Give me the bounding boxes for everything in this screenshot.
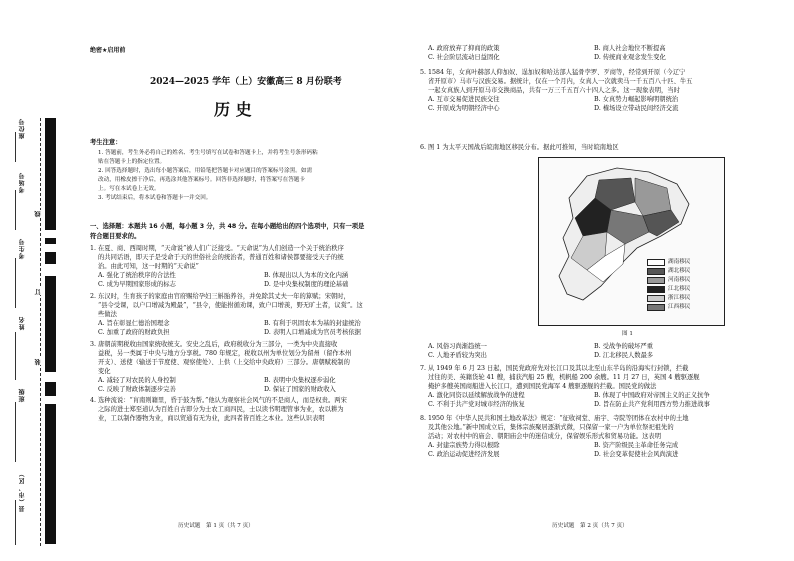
option-d[interactable]: D. 保证了国家的财政收入 bbox=[264, 386, 336, 393]
question-4 bbox=[90, 396, 347, 423]
question-stem: 及其他公地。”新中国成立后，集体宗族聚居逐渐式微，只保留一家一户为单位祭祀祖先的 bbox=[428, 424, 674, 431]
section-heading: 一、选择题：本题共 16 小题，每小题 3 分，共 48 分。在每小题给出的四个选项中，只有一项是 bbox=[90, 223, 365, 230]
question-stem: 变化 bbox=[98, 368, 111, 375]
option-b[interactable]: B. 女真势力崛起影响明朝统治 bbox=[594, 96, 679, 103]
legend-swatch bbox=[647, 268, 665, 275]
option-c[interactable]: C. 不利于共产党对城市经济的恢复 bbox=[428, 401, 525, 408]
option-b[interactable]: B. 体现出以人为本的文化内涵 bbox=[264, 272, 349, 279]
legend-label: 河南移民 bbox=[668, 277, 691, 283]
field-line bbox=[15, 132, 16, 162]
name-label: 姓名 bbox=[19, 316, 26, 330]
field-line bbox=[15, 402, 16, 462]
county-label: 县（市、区） bbox=[19, 470, 26, 512]
class-label: 班级 bbox=[19, 388, 26, 402]
field-line bbox=[15, 332, 16, 380]
option-d[interactable]: D. 江北移民人数最多 bbox=[594, 352, 654, 359]
binding-mark-line: 线 bbox=[35, 210, 42, 217]
legend-label: 江西移民 bbox=[668, 304, 691, 310]
option-d[interactable]: D. 榷场设立带动民间经济交流 bbox=[594, 105, 679, 112]
legend-label: 湖南移民 bbox=[668, 259, 691, 265]
seat-number-label: 座位号 bbox=[19, 118, 26, 139]
question-stem: 活动；对农村中的庙会、朝阳庙会中的迷信成分，保留娱乐形式和贸易功能。这表明 bbox=[428, 433, 661, 440]
figure-caption: 图 1 bbox=[622, 331, 633, 337]
map-svg bbox=[539, 158, 724, 325]
black-bar bbox=[45, 238, 56, 244]
option-a[interactable]: A. 旨在彰显仁德治国理念 bbox=[98, 320, 170, 327]
question-stem: 之际的进士郑至道认为百姓自古即分为士农工商四民，士以读书明理管事为业，农以耕为 bbox=[98, 406, 344, 413]
note-line: 上。写在本试卷上无效。 bbox=[98, 186, 160, 192]
option-a[interactable]: A. 互市交易促进民族交往 bbox=[428, 96, 500, 103]
option-d[interactable]: D. 是中央集权制度的理论基础 bbox=[264, 281, 349, 288]
question-stem: 开支）、送使（输送于节度使、观察使处）、上供（上交给中央政府）三部分。唐朝赋税制的 bbox=[98, 359, 350, 366]
black-bar bbox=[45, 404, 56, 544]
question-stem: 省开原市）马市与汉族交易。据统计，仅在一个月内，女真人一次就卖马一千五百八十匹、牛五 bbox=[428, 78, 693, 85]
legend-swatch bbox=[647, 304, 665, 311]
notes-title: 考生注意： bbox=[90, 139, 122, 146]
field-line bbox=[15, 500, 16, 545]
black-bar bbox=[45, 382, 56, 396]
question-6-stem: 6. 图 1 为太平天国战后皖南地区移民分布。据此可推知，当时皖南地区 bbox=[420, 144, 619, 151]
section-heading-cont: 符合题目要求的。 bbox=[90, 233, 141, 240]
exam-room-label: 考场号 bbox=[19, 172, 26, 193]
option-d[interactable]: D. 传统商业观念发生变化 bbox=[594, 54, 666, 61]
option-c[interactable]: C. 加重了政府的财政负担 bbox=[98, 329, 170, 336]
question-stem: 4. 选种流说：“肓南则籍里，昏于鼓为帮。”他认为观察社会风气的不是商人，而是权贵。两宋 bbox=[90, 397, 347, 404]
option-d[interactable]: D. 社会变革促使社会风尚演进 bbox=[594, 451, 679, 458]
field-line bbox=[15, 258, 16, 308]
option-b[interactable]: B. 受战争的破坏严重 bbox=[594, 343, 654, 350]
binding-mark-bind: 装 bbox=[35, 358, 42, 365]
note-line: 1. 答题前，考生务必将自己的姓名、考生号填写在试卷和答题卡上，并将考生号条形码粘 bbox=[98, 150, 318, 156]
question-stem: 3. 唐朝前期税收由国家统收统支。安史之乱后，政府税收分为三部分，一类为中央直接收 bbox=[90, 341, 338, 348]
question-stem: 7. 从 1949 年 6 月 23 日起，国民党政府先对长江口及其以北至山东半岛的沿海实行封锁，拦截 bbox=[420, 365, 689, 372]
option-c[interactable]: C. 人地矛盾较为突出 bbox=[428, 352, 487, 359]
black-bar bbox=[45, 252, 56, 264]
question-2 bbox=[90, 292, 363, 337]
legend-label: 江北移民 bbox=[668, 286, 691, 292]
question-stem: 的共同话语，即天子是受命于天的世俗社会的统治者，普通百姓和诸侯都要接受天子的统 bbox=[98, 254, 344, 261]
question-7 bbox=[420, 364, 710, 409]
option-b[interactable]: B. 资产阶级民主革命任务完成 bbox=[594, 442, 679, 449]
option-c[interactable]: C. 开原成为明朝经济中心 bbox=[428, 105, 500, 112]
question-stem: 一起女真族人到开原马市交换商品，共有一万三千五百六十四人之多。这一现象表明，当时 bbox=[428, 87, 680, 94]
migration-map bbox=[538, 157, 725, 326]
subject-title: 历 史 bbox=[214, 100, 252, 119]
note-line: 改动，用橡皮擦干净后，再选涂其他答案标号。回答非选择题时，将答案写在答题卡 bbox=[98, 177, 305, 183]
page-footer-right: 历史试题 第 2 页（共 7 页） bbox=[552, 523, 628, 529]
question-stem: 8. 1950 年《中华人民共和国土地改革法》规定：“征收祠堂、庙宇、寺院等团体在农村中的土地 bbox=[420, 415, 689, 422]
question-stem: 5. 1584 年，女真叶赫部人仰加奴、逞加奴和哈达部人猛骨孛罗、歹商等，经常到开原（今辽宁 bbox=[420, 69, 686, 76]
binding-margin bbox=[0, 0, 58, 561]
option-c[interactable]: C. 成为早期国家形成的标志 bbox=[98, 281, 176, 288]
option-b[interactable]: B. 表明中央集权逐步弱化 bbox=[264, 377, 336, 384]
question-stem: 1. 在夏、商、西周时期，“天命说”被人们广泛接受。“天命说”为人们创造一个关于统治秩序 bbox=[90, 245, 344, 252]
black-bar bbox=[45, 118, 56, 230]
option-a[interactable]: A. 风俗习尚渐趋统一 bbox=[428, 343, 487, 350]
question-stem: 2. 东汉时，生育孩子的家庭由官府赐给孕妇三斛胎养谷，并免除其丈夫一年的算赋；宋朝时， bbox=[90, 293, 350, 300]
question-stem: “县令受课，以户口增减为殿最”，“县令，使能拊循劝课，致户口增羡，野无旷土者，议赏”。这 bbox=[98, 302, 363, 309]
question-8 bbox=[420, 414, 689, 459]
question-1 bbox=[90, 244, 348, 289]
legend-label: 浙江移民 bbox=[668, 295, 691, 301]
note-line: 2. 回答选择题时，选出每小题答案后，用铅笔把答题卡对应题目的答案标号涂黑。如需 bbox=[98, 168, 313, 174]
candidate-number-label: 考生号 bbox=[19, 238, 26, 259]
binding-mark-staple: 订 bbox=[35, 288, 42, 295]
legend-swatch bbox=[647, 259, 665, 266]
option-a[interactable]: A. 减轻了对农民的人身控制 bbox=[98, 377, 176, 384]
option-a[interactable]: A. 激化同资以延续解放战争的进程 bbox=[428, 392, 525, 399]
question-stem: 业，工以制作器物为业，商以贸通有无为业，此四者皆百姓之本业。这些认识表明 bbox=[98, 415, 325, 422]
option-d[interactable]: D. 旨在防止共产党利用西方势力推进战事 bbox=[594, 401, 710, 408]
confidential-mark: 绝密★启用前 bbox=[90, 47, 126, 54]
binding-line bbox=[40, 118, 41, 546]
question-stem: 些做法 bbox=[98, 311, 117, 318]
notes-list bbox=[98, 149, 318, 203]
option-c[interactable]: C. 政治运动促进经济发展 bbox=[428, 451, 500, 458]
note-line: 3. 考试结束后，将本试卷和答题卡一并交回。 bbox=[98, 195, 212, 201]
option-b[interactable]: B. 有利于巩固农本为基的封建统治 bbox=[264, 320, 361, 327]
exam-title: 2024—2025 学年（上）安徽高三 8 月份联考 bbox=[150, 77, 342, 87]
question-3 bbox=[90, 340, 351, 394]
option-a[interactable]: A. 政府放弃了抑商的政策 bbox=[428, 45, 500, 52]
question-stem: 过往的美、英籍货轮 41 艘，捕获汽船 25 艘，机帆船 200 余艘。11 月 27 日，英国 4 艘驱逐舰 bbox=[428, 374, 700, 381]
black-bar bbox=[45, 276, 56, 372]
option-c[interactable]: C. 反映了财政体制逐步完善 bbox=[98, 386, 176, 393]
legend-swatch bbox=[647, 277, 665, 284]
question-stem: 掩护多艘英国商船进入长江口，遭到国民党海军 4 艘驱逐舰的拦截。国民党的做法 bbox=[428, 383, 657, 390]
option-a[interactable]: A. 封建宗族势力得以根除 bbox=[428, 442, 500, 449]
question-4-options bbox=[420, 44, 666, 62]
question-stem: 益税，另一类属于中央与地方分享税。780 年规定，税收以州为单位划分为留州（留作本州 bbox=[98, 350, 352, 357]
option-d[interactable]: D. 表明人口增减成为官员考核依据 bbox=[264, 329, 361, 336]
question-5 bbox=[420, 68, 692, 113]
option-b[interactable]: B. 商人社会地位不断提高 bbox=[594, 45, 666, 52]
option-c[interactable]: C. 社会阶层流动日益固化 bbox=[428, 54, 500, 61]
question-stem: 治。由此可知，这一时期的“天命说” bbox=[98, 263, 199, 270]
legend-label: 湖北移民 bbox=[668, 268, 691, 274]
option-a[interactable]: A. 强化了统治秩序的合法性 bbox=[98, 272, 176, 279]
note-line: 贴在答题卡上的指定位置。 bbox=[98, 159, 166, 165]
field-line bbox=[15, 190, 16, 230]
legend-swatch bbox=[647, 295, 665, 302]
option-b[interactable]: B. 体现了中国政府对帝国主义的正义抗争 bbox=[594, 392, 710, 399]
question-6-options bbox=[420, 342, 653, 360]
page-footer-left: 历史试题 第 1 页（共 7 页） bbox=[178, 523, 254, 529]
legend-swatch bbox=[647, 286, 665, 293]
